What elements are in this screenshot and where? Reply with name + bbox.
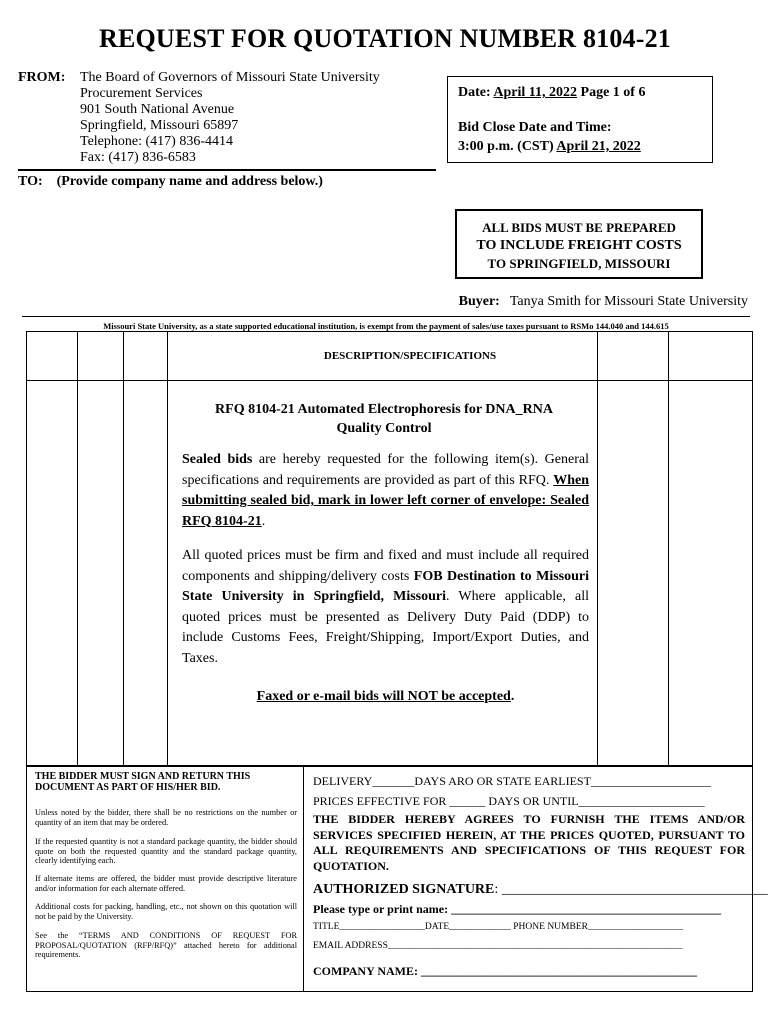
page-title: REQUEST FOR QUOTATION NUMBER 8104-21 <box>98 24 672 53</box>
specifications-table <box>26 331 753 767</box>
buyer-label: Buyer: <box>458 294 500 309</box>
tax-exempt-note: Missouri State University, as a state supported educational institution, is exempt from the payment of sales/use taxes pursuant to RSMo 144.040 and 144.615 <box>103 321 669 331</box>
date-row <box>458 85 645 101</box>
column-divider <box>597 332 598 766</box>
buyer-value: Tanya Smith for Missouri State University <box>509 294 748 309</box>
from-line: 901 South National Avenue <box>80 102 235 117</box>
email-address-field[interactable]: EMAIL ADDRESS______________________________________________________________ <box>313 941 683 951</box>
signature-line[interactable]: : ______________________________________ <box>494 882 768 897</box>
sealed-bids-instruction: When submitting sealed bid, mark in lower left corner of envelope: Sealed RFQ 8104-21 <box>182 472 589 529</box>
signature-section <box>26 765 768 992</box>
rfq-title <box>179 400 589 438</box>
from-address <box>80 70 380 166</box>
date-label: Date: <box>458 85 491 100</box>
bidder-note: If the requested quantity is not a standard package quantity, the bidder should quote on both the requested quantity and the standard package quantity, clearly identifying each. <box>35 837 297 865</box>
delivery-field[interactable]: DELIVERY_______DAYS ARO OR STATE EARLIEST____________________ <box>313 774 711 788</box>
from-line: Springfield, Missouri 65897 <box>80 118 239 133</box>
company-name-field[interactable]: COMPANY NAME: ______________________________________________ <box>313 964 697 978</box>
buyer <box>459 294 748 310</box>
to-instruction: (Provide company name and address below.) <box>56 174 323 189</box>
authorized-signature-field[interactable] <box>313 882 768 898</box>
pricing-text-end: . Where applicable, all quoted prices must be presented as Delivery Duty Paid (DDP) to include Customs Fees, Freight/Shipping, Import/Export Duties, and Taxes. <box>182 589 589 666</box>
bidder-note: If alternate items are offered, the bidder must provide descriptive literature and/or information for each alternate offered. <box>35 874 297 893</box>
bidder-note: See the “TERMS AND CONDITIONS OF REQUEST FOR PROPOSAL/QUOTATION (RFP/RFQ)” attached hereto for additional requirements. <box>35 931 297 959</box>
date-value: April 11, 2022 <box>493 85 578 100</box>
bid-close-row <box>458 139 641 155</box>
pricing-text: All quoted prices must be firm and fixed and must include all required components and shipping/delivery costs <box>182 548 589 584</box>
rfq-title-line: RFQ 8104-21 Automated Electrophoresis for DNA_RNA <box>215 402 553 417</box>
title-date-phone-field[interactable]: TITLE__________________DATE_____________ PHONE NUMBER____________________ <box>313 922 683 932</box>
bidder-header: THE BIDDER MUST SIGN AND RETURN THIS DOCUMENT AS PART OF HIS/HER BID. <box>35 771 251 793</box>
sealed-bids-paragraph <box>182 450 589 532</box>
print-name-field[interactable]: Please type or print name: _____________________________________________ <box>313 902 722 916</box>
description-heading: DESCRIPTION/SPECIFICATIONS <box>323 350 497 362</box>
bidder-note: Unless noted by the bidder, there shall be no restrictions on the number or quantity of an item that may be ordered. <box>35 808 297 827</box>
column-divider <box>123 332 124 766</box>
fob-destination: FOB Destination to Missouri State University in Springfield, Missouri <box>182 568 590 604</box>
from-line: Fax: (417) 836-6583 <box>80 150 196 165</box>
faxed-notice <box>182 689 589 705</box>
bidder-note: Additional costs for packing, handling, etc., not shown on this quotation will not be paid by the University. <box>35 902 297 921</box>
to-section <box>18 174 323 190</box>
bidder-instructions <box>27 766 304 991</box>
column-divider <box>668 332 669 766</box>
faxed-text: Faxed or e-mail bids will NOT be accepted <box>256 689 511 704</box>
divider <box>18 169 436 171</box>
divider <box>22 316 750 317</box>
freight-line: TO INCLUDE FREIGHT COSTS <box>476 238 682 253</box>
agreement-statement: THE BIDDER HEREBY AGREES TO FURNISH THE ITEMS AND/OR SERVICES SPECIFIED HEREIN, AT THE PRICES QUOTED, PURSUANT TO ALL REQUIREMENTS AND SPECIFICATIONS OF THIS REQUEST FOR QUOTATION. <box>313 812 745 873</box>
freight-line: ALL BIDS MUST BE PREPARED <box>482 220 676 235</box>
pricing-paragraph <box>182 546 589 669</box>
bid-close-time: 3:00 p.m. (CST) <box>458 139 554 154</box>
column-divider <box>77 332 78 766</box>
date-box <box>447 76 713 163</box>
period: . <box>261 513 266 529</box>
from-line: Telephone: (417) 836-4414 <box>80 134 233 149</box>
from-label: FROM: <box>18 70 66 85</box>
freight-line: TO SPRINGFIELD, MISSOURI <box>487 256 671 271</box>
rfq-title-line: Quality Control <box>336 421 432 436</box>
authorized-signature-label: AUTHORIZED SIGNATURE <box>313 882 495 897</box>
row-divider <box>27 380 752 381</box>
bid-close-date: April 21, 2022 <box>556 139 641 154</box>
from-line: The Board of Governors of Missouri State University <box>80 70 380 85</box>
column-divider <box>167 332 168 766</box>
freight-notice <box>455 209 703 279</box>
page-number: Page 1 of 6 <box>580 85 646 100</box>
sealed-bids-text: are hereby requested for the following item(s). General specifications and requirements are provided as part of this RFQ. <box>182 452 589 488</box>
to-label: TO: <box>18 174 43 189</box>
period: . <box>510 689 515 704</box>
sealed-bids-bold: Sealed bids <box>182 452 253 467</box>
bid-close-label: Bid Close Date and Time: <box>458 120 612 135</box>
prices-effective-field[interactable]: PRICES EFFECTIVE FOR ______ DAYS OR UNTIL_____________________ <box>313 794 705 808</box>
from-line: Procurement Services <box>80 86 203 101</box>
